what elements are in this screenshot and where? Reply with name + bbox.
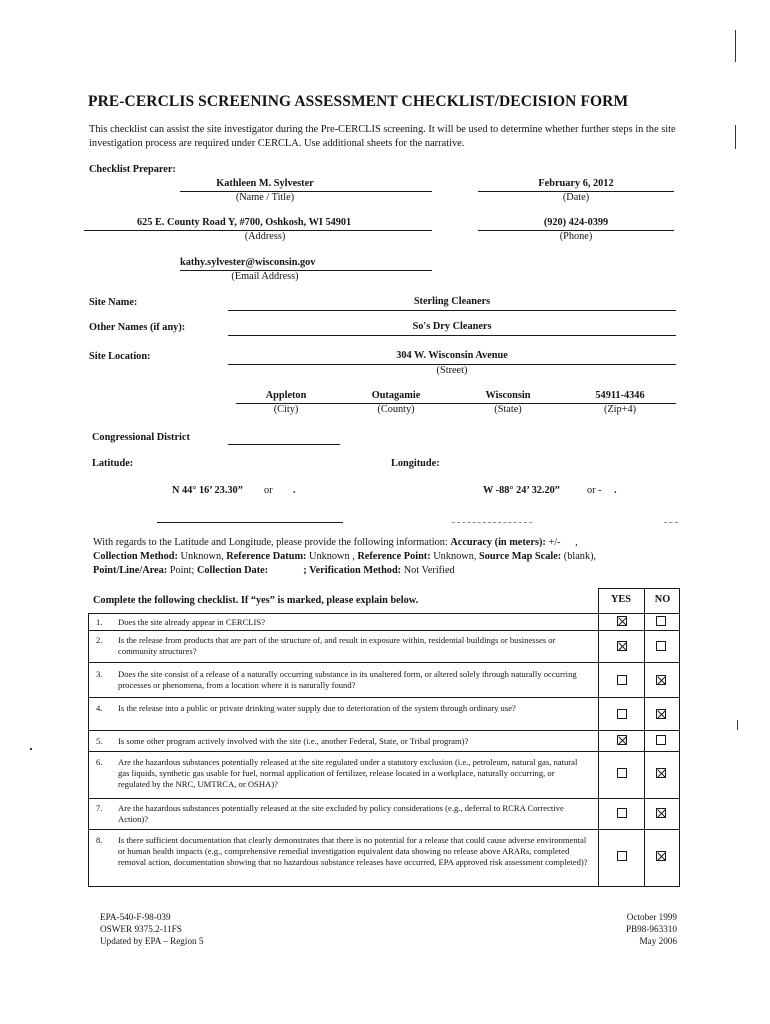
question-2-yes-checkbox[interactable]	[617, 641, 627, 651]
footer-right-line-1: October 1999	[626, 912, 677, 922]
preparer-date-label: (Date)	[562, 192, 590, 203]
question-5-no-checkbox[interactable]	[656, 735, 666, 745]
source-map-scale-label: Source Map Scale:	[479, 551, 562, 562]
preparer-phone: (920) 424-0399	[543, 217, 609, 228]
site-zip: 54911-4346	[595, 390, 645, 401]
point-line-area-value: Point;	[169, 565, 195, 576]
question-1-text: Does the site already appear in CERCLIS?	[118, 617, 266, 627]
site-county: Outagamie	[371, 390, 421, 401]
preparer-phone-label: (Phone)	[559, 231, 593, 242]
accuracy-paragraph	[93, 536, 683, 578]
latitude-label: Latitude:	[92, 458, 134, 469]
reference-datum-label: Reference Datum:	[226, 551, 307, 562]
question-1-no-checkbox[interactable]	[656, 616, 666, 626]
checklist-instruction: Complete the following checklist. If “yes” is marked, please explain below.	[93, 595, 419, 606]
checklist-table	[88, 613, 680, 887]
question-2-no-checkbox[interactable]	[656, 641, 666, 651]
question-3-number: 3.	[96, 669, 103, 679]
verification-method-label: ; Verification Method:	[303, 565, 402, 576]
longitude-or: or -	[587, 485, 602, 496]
question-7-number: 7.	[96, 803, 103, 813]
verification-method-value: Not Verified	[403, 565, 455, 576]
question-5-number: 5.	[96, 736, 103, 746]
question-4-yes-checkbox[interactable]	[617, 709, 627, 719]
longitude-dot: .	[614, 485, 617, 496]
form-title: PRE-CERCLIS SCREENING ASSESSMENT CHECKLIST/DECISION FORM	[88, 93, 629, 110]
footer-left-line-3: Updated by EPA – Region 5	[100, 936, 204, 946]
preparer-address: 625 E. County Road Y, #700, Oshkosh, WI 54901	[137, 217, 352, 228]
yes-header: YES	[610, 594, 632, 605]
reference-datum-value: Unknown ,	[309, 551, 355, 562]
question-8-yes-checkbox[interactable]	[617, 851, 627, 861]
accuracy-lead: With regards to the Latitude and Longitude, please provide the following information:	[93, 537, 448, 548]
intro-text: This checklist can assist the site investigator during the Pre-CERCLIS screening. It will be used to determine whether further steps in the site investigation process are required under CERCLA. Use additional sheets for the narrative.	[89, 124, 676, 149]
question-7-yes-checkbox[interactable]	[617, 808, 627, 818]
preparer-heading: Checklist Preparer:	[89, 164, 176, 175]
question-6-text: Are the hazardous substances potentially released at the site regulated under a statutory exclusion (i.e., petroleum, natural gas, natural gas liquids, synthetic gas usable for fuel, normal application of fertilizer, release located in a workplace, naturally occurring, or regulated by the NRC, UMTRCA, or OSHA)?	[118, 757, 578, 789]
preparer-email: kathy.sylvester@wisconsin.gov	[180, 257, 316, 268]
question-7-text: Are the hazardous substances potentially released at the site excluded by policy considerations (e.g., deferral to RCRA Corrective Action)?	[118, 803, 564, 824]
latitude-or: or	[264, 485, 273, 496]
preparer-email-label: (Email Address)	[231, 271, 299, 282]
question-8-text: Is there sufficient documentation that clearly demonstrates that there is no potential for a release that could cause adverse environmental or human health impacts (e.g., comprehensive remedial investigation equivalent data showing no release above ARARs, completed removal action, documentation showing that no hazardous substance releases have occurred, EPA approved risk assessment completed)?	[118, 835, 588, 867]
site-street: 304 W. Wisconsin Avenue	[396, 350, 508, 361]
footer-right-line-2: PB98-963310	[625, 924, 677, 934]
reference-point-label: Reference Point:	[357, 551, 431, 562]
site-county-label: (County)	[377, 404, 415, 415]
other-names-label: Other Names (if any):	[89, 322, 186, 333]
preparer-address-label: (Address)	[244, 231, 286, 242]
footer-left	[100, 911, 204, 947]
question-8-number: 8.	[96, 835, 103, 845]
footer-left-line-1: EPA-540-F-98-039	[100, 912, 171, 922]
point-line-area-label: Point/Line/Area:	[93, 565, 168, 576]
question-4-number: 4.	[96, 703, 103, 713]
preparer-name-label: (Name / Title)	[235, 192, 295, 203]
site-city-label: (City)	[273, 404, 299, 415]
question-2-number: 2.	[96, 635, 103, 645]
accuracy-trailing: ,	[575, 537, 578, 548]
site-name-label: Site Name:	[89, 297, 138, 308]
collection-method-value: Unknown,	[180, 551, 224, 562]
question-3-yes-checkbox[interactable]	[617, 675, 627, 685]
site-location-label: Site Location:	[89, 351, 151, 362]
site-zip-label: (Zip+4)	[603, 404, 637, 415]
question-7-no-checkbox[interactable]	[656, 808, 666, 818]
source-map-scale-value: (blank),	[563, 551, 597, 562]
question-6-number: 6.	[96, 757, 103, 767]
collection-date-label: Collection Date:	[196, 565, 269, 576]
question-1-yes-checkbox[interactable]	[617, 616, 627, 626]
footer-right-line-3: May 2006	[639, 936, 677, 946]
question-3-text: Does the site consist of a release of a naturally occurring substance in its unaltered form, or altered solely through naturally occurring processes or phenomena, from a location where it is naturally found?	[118, 669, 577, 690]
question-2-text: Is the release from products that are part of the structure of, and result in exposure within, residential buildings or businesses or community structures?	[118, 635, 556, 656]
question-8-no-checkbox[interactable]	[656, 851, 666, 861]
question-1-number: 1.	[96, 617, 103, 627]
site-name: Sterling Cleaners	[413, 296, 491, 307]
question-6-no-checkbox[interactable]	[656, 768, 666, 778]
question-5-text: Is some other program actively involved with the site (i.e., another Federal, State, or Tribal program)?	[118, 736, 469, 746]
preparer-name: Kathleen M. Sylvester	[216, 178, 314, 189]
footer-right	[626, 911, 677, 947]
collection-method-label: Collection Method:	[93, 551, 178, 562]
site-city: Appleton	[265, 390, 307, 401]
question-4-no-checkbox[interactable]	[656, 709, 666, 719]
question-3-no-checkbox[interactable]	[656, 675, 666, 685]
accuracy-label: Accuracy (in meters):	[450, 537, 546, 548]
footer-left-line-2: OSWER 9375.2-11FS	[100, 924, 182, 934]
other-names: So's Dry Cleaners	[412, 321, 492, 332]
site-state: Wisconsin	[485, 390, 531, 401]
site-state-label: (State)	[494, 404, 522, 415]
question-5-yes-checkbox[interactable]	[617, 735, 627, 745]
longitude-value: W -88° 24’ 32.20”	[483, 485, 560, 496]
latitude-dot: .	[293, 485, 296, 496]
no-header: NO	[654, 594, 671, 605]
question-6-yes-checkbox[interactable]	[617, 768, 627, 778]
reference-point-value: Unknown,	[433, 551, 477, 562]
accuracy-value: +/-	[548, 537, 561, 548]
site-street-label: (Street)	[436, 365, 468, 376]
congressional-district-label: Congressional District	[92, 432, 190, 443]
latitude-value: N 44° 16’ 23.30”	[172, 485, 243, 496]
longitude-label: Longitude:	[391, 458, 440, 469]
question-4-text: Is the release into a public or private drinking water supply due to deterioration of the system through ordinary use?	[118, 703, 516, 713]
preparer-date: February 6, 2012	[538, 178, 614, 189]
